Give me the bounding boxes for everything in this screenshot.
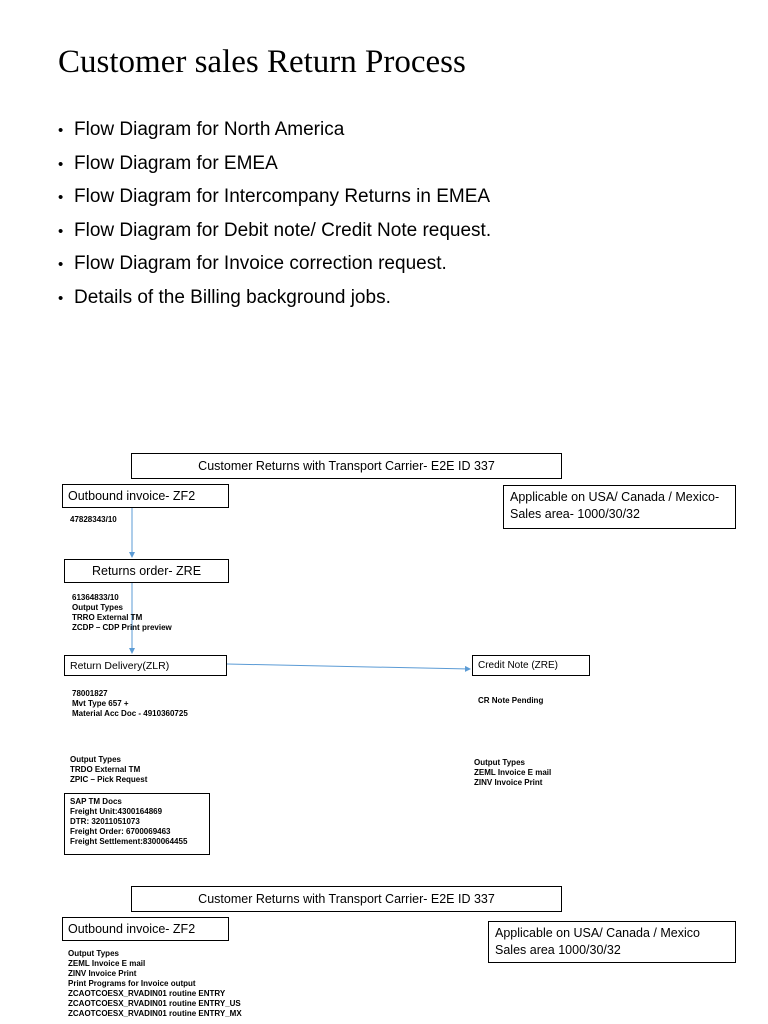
arrow-delivery-to-credit: [227, 664, 470, 669]
detail-line: Freight Settlement:8300064455: [70, 837, 188, 846]
delivery-output-types: [70, 755, 147, 785]
detail-line: ZINV Invoice Print: [68, 969, 137, 978]
returns-order-details: [72, 593, 172, 633]
bullet-text: Flow Diagram for North America: [74, 119, 345, 140]
returns-order-box: Returns order- ZRE: [64, 559, 229, 583]
detail-line: Output Types: [474, 758, 525, 767]
detail-line: Output Types: [68, 949, 119, 958]
credit-output-types: [474, 758, 551, 788]
applicability-line: Applicable on USA/ Canada / Mexico-: [510, 490, 720, 504]
sap-tm-docs-box: [64, 793, 210, 855]
detail-line: ZINV Invoice Print: [474, 778, 543, 787]
bullet-icon: •: [58, 256, 64, 273]
detail-line: Output Types: [72, 603, 123, 612]
bullet-text: Details of the Billing background jobs.: [74, 286, 391, 308]
page-title: Customer sales Return Process: [58, 44, 466, 80]
applicability-line: Applicable on USA/ Canada / Mexico: [495, 926, 700, 940]
credit-note-box: Credit Note (ZRE): [472, 655, 590, 676]
detail-line: ZCAOTCOESX_RVADIN01 routine ENTRY_US: [68, 999, 241, 1008]
detail-line: 61364833/10: [72, 593, 119, 602]
applicability-line: Sales area- 1000/30/32: [510, 507, 640, 521]
bullet-icon: •: [58, 222, 64, 240]
outbound-invoice-box: Outbound invoice- ZF2: [62, 917, 229, 941]
bullet-text: Flow Diagram for Intercompany Returns in EMEA: [74, 186, 491, 207]
bullet-text: Flow Diagram for EMEA: [74, 152, 278, 174]
bullet-icon: •: [58, 155, 64, 173]
detail-line: ZCAOTCOESX_RVADIN01 routine ENTRY_MX: [68, 1009, 242, 1018]
detail-line: ZPIC – Pick Request: [70, 775, 148, 784]
applicability-box: [503, 485, 736, 529]
detail-line: TRDO External TM: [70, 765, 141, 774]
detail-line: ZEML Invoice E mail: [68, 959, 146, 968]
diagram-header: Customer Returns with Transport Carrier- E2E ID 337: [131, 886, 562, 912]
detail-line: TRRO External TM: [72, 613, 143, 622]
applicability-box: [488, 921, 736, 963]
invoice-number: 47828343/10: [70, 515, 117, 524]
detail-line: SAP TM Docs: [70, 797, 122, 806]
diagram-header: Customer Returns with Transport Carrier- E2E ID 337: [131, 453, 562, 479]
detail-line: ZCDP – CDP Print preview: [72, 623, 172, 632]
detail-line: Material Acc Doc - 4910360725: [72, 709, 188, 718]
detail-line: 78001827: [72, 689, 108, 698]
detail-line: Print Programs for Invoice output: [68, 979, 196, 988]
outbound-invoice-box: Outbound invoice- ZF2: [62, 484, 229, 508]
invoice-output-details: [68, 949, 242, 1019]
return-delivery-box: Return Delivery(ZLR): [64, 655, 227, 676]
bullet-icon: •: [58, 122, 64, 139]
detail-line: ZCAOTCOESX_RVADIN01 routine ENTRY: [68, 989, 226, 998]
return-delivery-details: [72, 689, 188, 719]
detail-line: DTR: 32011051073: [70, 817, 140, 826]
detail-line: ZEML Invoice E mail: [474, 768, 552, 777]
bullet-icon: •: [58, 189, 64, 206]
bullet-text: Flow Diagram for Invoice correction request.: [74, 253, 447, 274]
detail-line: Freight Order: 6700069463: [70, 827, 171, 836]
detail-line: Output Types: [70, 755, 121, 764]
credit-note-status: CR Note Pending: [478, 696, 544, 705]
bullet-text: Flow Diagram for Debit note/ Credit Note request.: [74, 219, 492, 241]
detail-line: Freight Unit:4300164869: [70, 807, 163, 816]
bullet-icon: •: [58, 289, 64, 307]
applicability-line: Sales area 1000/30/32: [495, 943, 621, 957]
detail-line: Mvt Type 657 +: [72, 699, 129, 708]
